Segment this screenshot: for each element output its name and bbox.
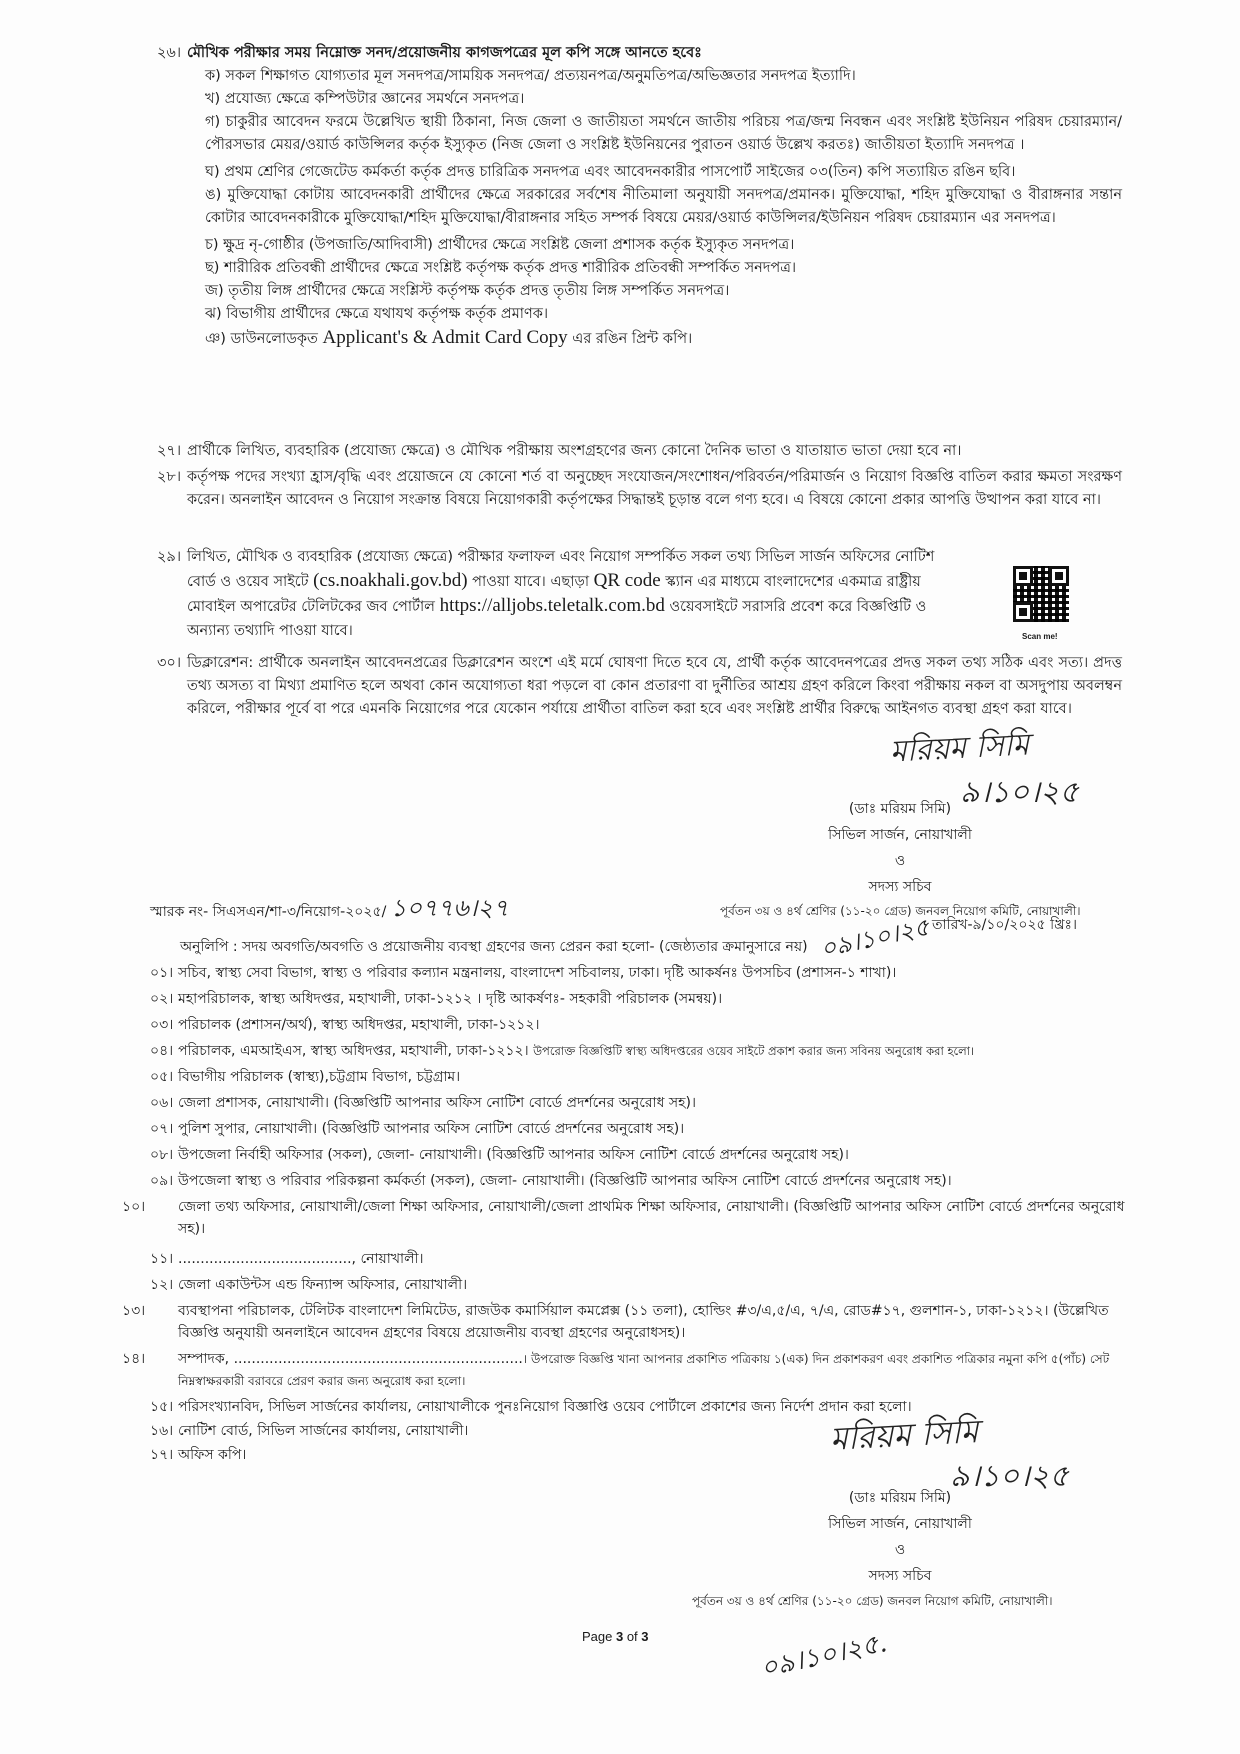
memo-label: স্মারক নং- সিএসএন/শা-৩/নিয়োগ-২০২৫/	[150, 904, 387, 920]
date-value: ৯/১০/২০২৫ খ্রিঃ।	[972, 917, 1077, 933]
list-item: ০৮। উপজেলা নির্বাহী অফিসার (সকল), জেলা- নোয়াখালী। (বিজ্ঞপ্তিটি আপনার অফিস নোটিশ বোর্ডে প্রদর্শনের অনুরোধ সহ)।	[150, 1147, 849, 1163]
memo-number	[150, 890, 509, 930]
list-item: ০২। মহাপরিচালক, স্বাস্থ্য অধিদপ্তর, মহাখালী, ঢাকা-১২১২ । দৃষ্টি আকর্ষণঃ- সহকারী পরিচালক (সমন্বয়)।	[150, 991, 723, 1007]
list-item: ১৬। নোটিশ বোর্ড, সিভিল সার্জনের কার্যালয়, নোয়াখালী।	[150, 1423, 469, 1439]
clause-text: কর্তৃপক্ষ পদের সংখ্যা হ্রাস/বৃদ্ধি এবং প্রয়োজনে যে কোনো শর্ত বা অনুচ্ছেদ সংযোজন/সংশোধন/পরিবর্তন/পরিমার্জন ও নিয়োগ বিজ্ঞপ্তি বাতিল করার ক্ষমতা সংরক্ষণ করেন। অনলাইন আবেদন ও নিয়োগ সংক্রান্ত বিষয়ে নিয়োগকারী কর্তৃপক্ষের সিদ্ধান্তই চূড়ান্ত বলে গণ্য হবে। এ বিষয়ে কোনো প্রকার আপত্তি উত্থাপন করা যাবে না।	[187, 469, 1122, 508]
qr-code-icon[interactable]	[1013, 566, 1069, 622]
clause-number: ৩০।	[157, 655, 182, 671]
clause-text: প্রার্থীকে লিখিত, ব্যবহারিক (প্রযোজ্য ক্ষেত্রে) ও মৌখিক পরীক্ষায় অংশগ্রহণের জন্য কোনো দৈনিক ভাতা ও যাতায়াত ভাতা দেয়া হবে না।	[187, 443, 962, 459]
list-item: ১০। জেলা তথ্য অফিসার, নোয়াখালী/জেলা শিক্ষা অফিসার, নোয়াখালী/জেলা প্রাথমিক শিক্ষা অফিসার, নোয়াখালী। (বিজ্ঞপ্তিটি আপনার অফিস নোটিশ বোর্ডে প্রদর্শনের অনুরোধ সহ)।	[122, 1199, 1125, 1237]
job-portal-link[interactable]: https://alljobs.teletalk.com.bd	[439, 595, 665, 616]
list-item: ১১। ......................................., নোয়াখালী।	[150, 1251, 424, 1267]
clause-26	[157, 42, 1122, 351]
copy-intro: অনুলিপি : সদয় অবগতি/অবগতি ও প্রয়োজনীয় ব্যবস্থা গ্রহণের জন্য প্রেরন করা হলো- (জেষ্ঠ্যতার ক্রমানুসারে নয়)	[180, 939, 808, 955]
signatory-block	[800, 796, 1000, 900]
sub-item: ঙ) মুক্তিযোদ্ধা কোটায় আবেদনকারী প্রার্থীদের ক্ষেত্রে সরকারের সর্বশেষ নীতিমালা অনুযায়ী সনদপত্র/প্রমানক। মুক্তিযোদ্ধা, শহিদ মুক্তিযোদ্ধা ও বীরাঙ্গনার সন্তান কোটার আবেদনকারীকে মুক্তিযোদ্ধা/শহিদ মুক্তিযোদ্ধা/বীরাঙ্গনার সহিত সম্পর্ক বিষয়ে মেয়র/ওয়ার্ড কাউন্সিলর/ইউনিয়ন পরিষদ চেয়ারম্যান এর সনদপত্র।	[205, 187, 1122, 226]
handwritten-date: ৯।১০।২৫	[960, 775, 1079, 810]
page-number: Page 3 of 3	[582, 1629, 649, 1644]
clause-27	[157, 440, 1122, 463]
sub-item	[187, 326, 1122, 351]
handwritten-signature: মরিয়ম সিমি	[829, 1412, 980, 1458]
clause-text-part: স্ক্যান এর মাধ্যমে বাংলাদেশের একমাত্র রাষ্ট্রীয় মোবাইল অপারেটর টেলিটকের জব পোর্টাল	[187, 574, 921, 615]
clause-30	[157, 652, 1122, 721]
list-item: ১৫। পরিসংখ্যানবিদ, সিভিল সার্জনের কার্যালয়, নোয়াখালীকে পুনঃনিয়োগ বিজ্ঞাপ্তি ওয়েব পোর্টালে প্রকাশের জন্য নির্দেশ প্রদান করা হলো।	[150, 1399, 912, 1415]
handwritten-date: ৯।১০।২৫	[950, 1459, 1069, 1494]
sub-item: জ) তৃতীয় লিঙ্গ প্রার্থীদের ক্ষেত্রে সংশ্লিস্ট কর্তৃপক্ষ কর্তৃক প্রদত্ত তৃতীয় লিঙ্গ সম্পর্কিত সনদপত্র।	[205, 283, 730, 299]
list-item: ০৫। বিভাগীয় পরিচালক (স্বাস্থ্য),চট্টগ্রাম বিভাগ, চট্টগ্রাম।	[150, 1069, 461, 1085]
clause-number: ২৭।	[157, 443, 182, 459]
sub-item: ছ) শারীরিক প্রতিবন্ধী প্রার্থীদের ক্ষেত্রে সংশ্লিষ্ট কর্তৃপক্ষ কর্তৃক প্রদত্ত শারীরিক প্রতিবন্ধী সম্পর্কিত সনদপত্র।	[205, 260, 797, 276]
scan-me-label: Scan me!	[1022, 632, 1058, 641]
signatory-block	[800, 1485, 1000, 1589]
conjunction: ও	[894, 853, 906, 869]
initial-date: ০৯।১০।২৫.	[758, 1628, 890, 1685]
sub-item: খ) প্রযোজ্য ক্ষেত্রে কম্পিউটার জ্ঞানের সমর্থনে সনদপত্র।	[205, 91, 525, 107]
clause-28	[157, 466, 1122, 512]
qr-label: QR code	[593, 570, 661, 591]
sub-item-suffix: এর রঙিন প্রিন্ট কপি।	[572, 331, 693, 347]
list-item: ০১। সচিব, স্বাস্থ্য সেবা বিভাগ, স্বাস্থ্য ও পরিবার কল্যান মন্ত্রনালয়, বাংলাদেশ সচিবালয়, ঢাকা। দৃষ্টি আকর্ষনঃ উপসচিব (প্রশাসন-১ শাখা)।	[150, 965, 897, 981]
list-item: ০৭। পুলিশ সুপার, নোয়াখালী। (বিজ্ঞপ্তিটি আপনার অফিস নোটিশ বোর্ডে প্রদর্শনের অনুরোধ সহ)।	[150, 1121, 685, 1137]
conjunction: ও	[894, 1542, 906, 1558]
clause-number: ২৮।	[157, 469, 182, 485]
memo-handwritten-number: ১০৭৭৬।২৭	[390, 894, 509, 922]
list-item: ০৩। পরিচালক (প্রশাসন/অর্থ), স্বাস্থ্য অধিদপ্তর, মহাখালী, ঢাকা-১২১২।	[150, 1017, 540, 1033]
signatory-designation: সিভিল সার্জন, নোয়াখালী	[828, 827, 972, 843]
list-item: ১৭। অফিস কপি।	[150, 1447, 247, 1463]
list-item: ১২। জেলা একাউন্টস এন্ড ফিন্যান্স অফিসার, নোয়াখালী।	[150, 1277, 468, 1293]
list-item: ০৬। জেলা প্রশাসক, নোয়াখালী। (বিজ্ঞপ্তিটি আপনার অফিস নোটিশ বোর্ডে প্রদর্শনের অনুরোধ সহ)।	[150, 1095, 696, 1111]
clause-title: মৌখিক পরীক্ষার সময় নিম্নোক্ত সনদ/প্রয়োজনীয় কাগজপত্রের মূল কপি সঙ্গে আনতে হবেঃ	[187, 45, 702, 61]
website-link[interactable]: (cs.noakhali.gov.bd)	[313, 570, 468, 591]
clause-number: ২৯।	[157, 549, 182, 565]
clause-text-part: লিখিত, মৌখিক ও ব্যবহারিক (প্রযোজ্য ক্ষেত্রে) পরীক্ষার ফলাফল এবং নিয়োগ সম্পর্কিত সকল তথ্য সিভিল সার্জন অফিসের নোটিশ বোর্ড ও ওয়েব সাইটে	[187, 549, 935, 590]
list-item: ১৩। ব্যবস্থাপনা পরিচালক, টেলিটক বাংলাদেশ লিমিটেড, রাজউক কমার্সিয়াল কমপ্লেক্স (১১ তলা), হোল্ডিং #৩/এ,৫/এ, ৭/এ, রোড#১৭, গুলশান-১, ঢাকা-১২১২। (উল্লেখিত বিজ্ঞপ্তি অনুযায়ী অনলাইনে আবেদন গ্রহণের বিষয়ে প্রয়োজনীয় ব্যবস্থা গ্রহণের অনুরোধসহ)।	[122, 1303, 1109, 1341]
sub-item: ঘ) প্রথম শ্রেণির গেজেটেড কর্মকর্তা কর্তৃক প্রদত্ত চারিত্রিক সনদপত্র এবং আবেদনকারীর পাসপোর্ট সাইজের ০৩(তিন) কপি সত্যায়িত রঙিন ছবি।	[205, 164, 1016, 180]
clause-number: ২৬।	[157, 45, 182, 61]
committee-name: পূর্বতন ৩য় ও ৪র্থ শ্রেণির (১১-২০ গ্রেড) জনবল নিয়োগ কমিটি, নোয়াখালী।	[720, 904, 1081, 918]
signatory-name: (ডাঃ মরিয়ম সিমি)	[848, 801, 952, 817]
sub-item-prefix: ঞ) ডাউনলোডকৃত	[205, 331, 318, 347]
list-item: ১৪। সম্পাদক, .................................................................। উপরোক্ত বিজ্ঞপ্তি খানা আপনার প্রকাশিত পত্রিকায় ১(এক) দিন প্রকাশকরণ এবং প্রকাশিত পত্রিকার নমুনা কপি ৫(পাঁচ) সেট নিম্নস্বাক্ষরকারী বরাবরে প্রেরণ করার জন্য অনুরোধ করা হলো।	[122, 1351, 1110, 1388]
handwritten-signature: মরিয়ম সিমি	[889, 727, 1031, 770]
initial-date: ০৯।১০।২৫	[817, 912, 932, 964]
list-item: ০৪। পরিচালক, এমআইএস, স্বাস্থ্য অধিদপ্তর, মহাখালী, ঢাকা-১২১২। উপরোক্ত বিজ্ঞপ্তিটি স্বাস্থ্য অধিদপ্তরের ওয়েব সাইটে প্রকাশ করার জন্য সবিনয় অনুরোধ করা হলো।	[150, 1043, 975, 1059]
clause-text-part: পাওয়া যাবে। এছাড়া	[472, 574, 590, 590]
sub-item-english: Applicant's & Admit Card Copy	[322, 327, 568, 348]
sub-item: ক) সকল শিক্ষাগত যোগ্যতার মূল সনদপত্র/সাময়িক সনদপত্র/ প্রত্যয়নপত্র/অনুমতিপত্র/অভিজ্ঞতার সনদপত্র ইত্যাদি।	[205, 68, 856, 84]
list-item: ০৯। উপজেলা স্বাস্থ্য ও পরিবার পরিকল্পনা কর্মকর্তা (সকল), জেলা- নোয়াখালী। (বিজ্ঞপ্তিটি আপনার অফিস নোটিশ বোর্ডে প্রদর্শনের অনুরোধ সহ)।	[150, 1173, 952, 1189]
memo-date	[932, 913, 1077, 937]
signatory-designation: সিভিল সার্জন, নোয়াখালী	[828, 1516, 972, 1532]
signatory-role: সদস্য সচিব	[868, 879, 932, 895]
clause-text: ডিক্লারেশন: প্রার্থীকে অনলাইন আবেদনপ্রত্রের ডিক্লারেশন অংশে এই মর্মে ঘোষণা দিতে হবে যে, প্রার্থী কর্তৃক আবেদনপত্রের প্রদত্ত সকল তথ্য সঠিক এবং সত্য। প্রদত্ত তথ্য অসত্য বা মিথ্যা প্রমাণিত হলে অথবা কোন অযোগ্যতা ধরা পড়লে বা কোন প্রতারণা বা দুর্নীতির আশ্রয় গ্রহণ করিলে কিংবা পরীক্ষায় নকল বা অসদুপায় অবলম্বন করিলে, পরীক্ষার পূর্বে বা পরে এমনকি নিয়োগের পরে যেকোন পর্যায়ে প্রার্থীতা বাতিল করা হবে এবং সংশ্লিষ্ট প্রার্থীর বিরুদ্ধে আইনগত ব্যবস্থা গ্রহণ করা যাবে।	[187, 655, 1122, 717]
sub-item: চ) ক্ষুদ্র নৃ-গোষ্ঠীর (উপজাতি/আদিবাসী) প্রার্থীদের ক্ষেত্রে সংশ্লিষ্ট জেলা প্রশাসক কর্তৃক ইস্যুকৃত সনদপত্র।	[205, 237, 795, 253]
clause-text-part: ওয়েবসাইটে সরাসরি প্রবেশ করে বিজ্ঞপ্তিটি ও অন্যান্য তথ্যাদি পাওয়া যাবে।	[187, 599, 927, 639]
clause-29	[157, 545, 967, 643]
signatory-name: (ডাঃ মরিয়ম সিমি)	[848, 1490, 952, 1506]
date-label: তারিখ-	[932, 917, 973, 933]
committee-name: পূর্বতন ৩য় ও ৪র্থ শ্রেণির (১১-২০ গ্রেড) জনবল নিয়োগ কমিটি, নোয়াখালী।	[692, 1594, 1053, 1608]
sub-item: গ) চাকুরীর আবেদন ফরমে উল্লেখিত স্থায়ী ঠিকানা, নিজ জেলা ও জাতীয়তা সমর্থনে জাতীয় পরিচয় পত্র/জন্ম নিবন্ধন এবং সংশ্লিষ্ট ইউনিয়ন পরিষদ চেয়ারম্যান/পৌরসভার মেয়র/ওয়ার্ড কাউন্সিলর কর্তৃক ইস্যুকৃত (নিজ জেলা ও সংশ্লিষ্ট ইউনিয়নের পুরাতন ওয়ার্ড উল্লেখ করতঃ) জাতীয়তা ইত্যাদি সনদপত্র ।	[205, 114, 1122, 153]
sub-item: ঝ) বিভাগীয় প্রার্থীদের ক্ষেত্রে যথাযথ কর্তৃপক্ষ কর্তৃক প্রমাণক।	[205, 306, 549, 322]
clause-text	[187, 545, 967, 643]
signatory-role: সদস্য সচিব	[868, 1568, 932, 1584]
